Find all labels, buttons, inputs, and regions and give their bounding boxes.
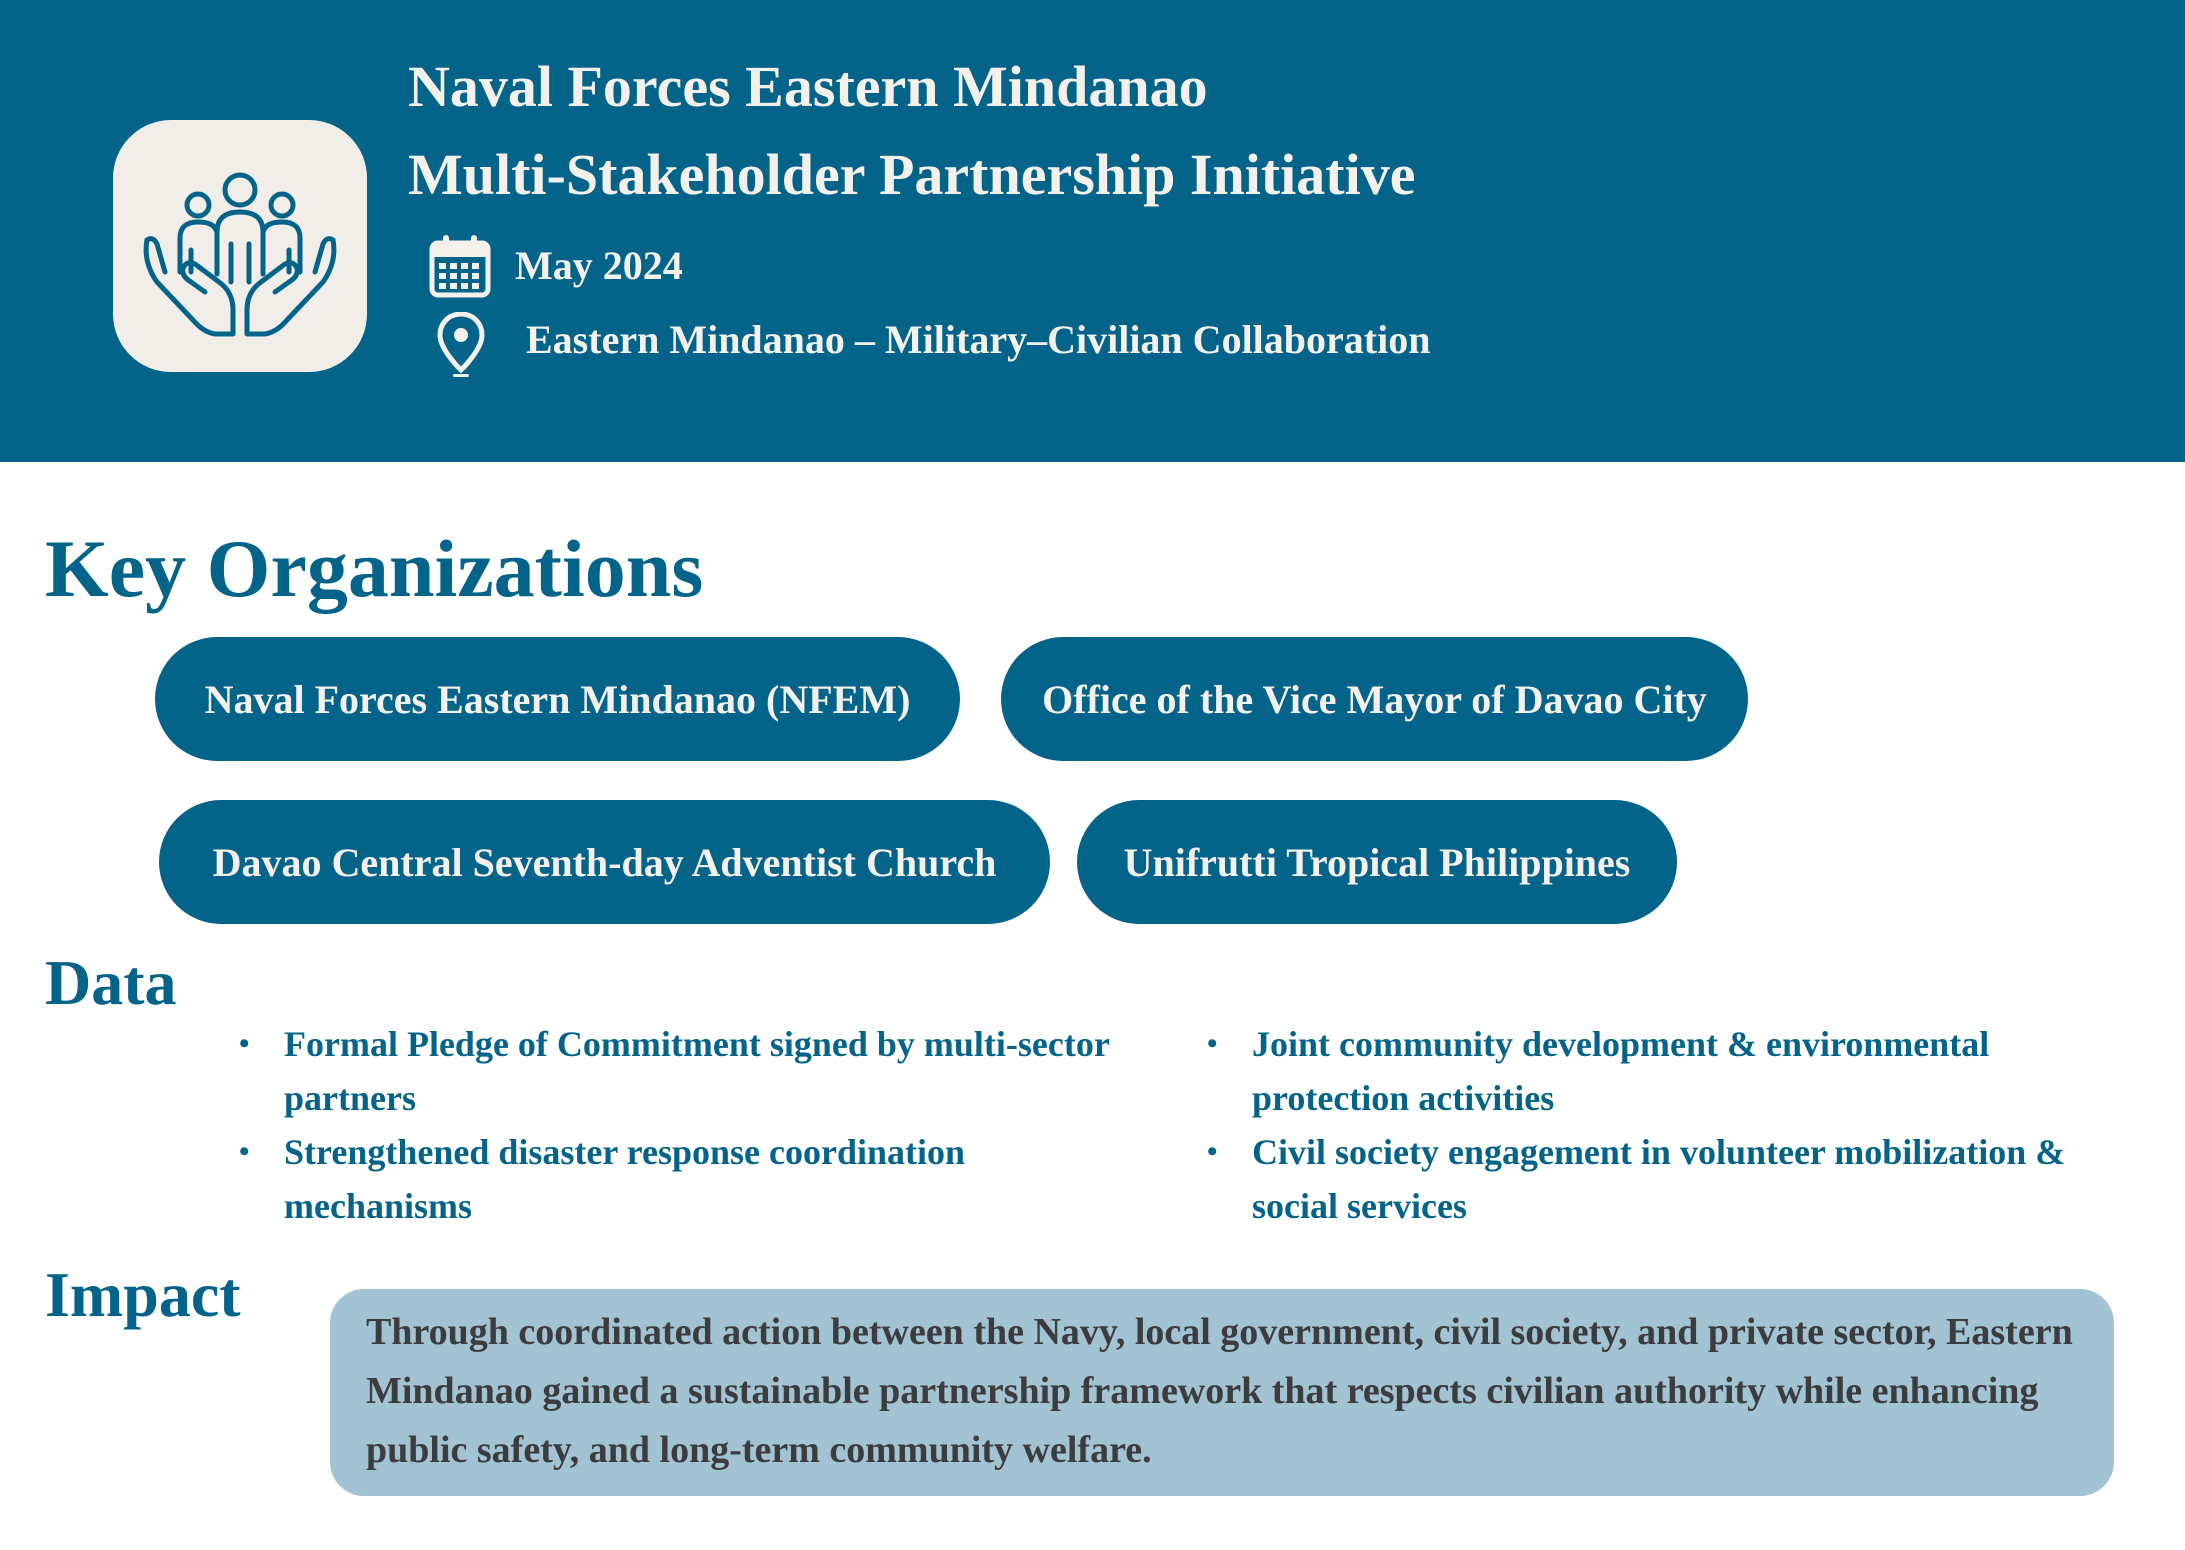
org-pill-adventist-church: Davao Central Seventh-day Adventist Church	[159, 800, 1050, 924]
list-item: • Strengthened disaster response coordination mechanisms	[284, 1125, 1144, 1233]
data-list-left	[239, 1017, 1144, 1233]
org-pill-nfem: Naval Forces Eastern Mindanao (NFEM)	[155, 637, 960, 761]
bullet-dot: •	[239, 1135, 250, 1168]
org-pill-vice-mayor: Office of the Vice Mayor of Davao City	[1001, 637, 1748, 761]
list-item: • Civil society engagement in volunteer mobilization & social services	[1252, 1125, 2152, 1233]
bullet-dot: •	[1207, 1135, 1218, 1168]
calendar-icon	[428, 233, 492, 299]
title-line-2: Multi-Stakeholder Partnership Initiative	[408, 142, 1416, 207]
key-organizations-heading: Key Organizations	[45, 523, 704, 614]
map-pin-icon	[437, 312, 485, 378]
location-text: Eastern Mindanao – Military–Civilian Collaboration	[526, 317, 1431, 362]
bullet-dot: •	[239, 1027, 250, 1060]
impact-heading: Impact	[45, 1259, 241, 1330]
list-item: • Joint community development & environmental protection activities	[1252, 1017, 2152, 1125]
data-heading: Data	[45, 947, 177, 1018]
logo-tile	[113, 120, 367, 372]
bullet-dot: •	[1207, 1027, 1218, 1060]
list-item: • Formal Pledge of Commitment signed by multi-sector partners	[284, 1017, 1144, 1125]
header-banner	[0, 0, 2185, 462]
data-list-right	[1207, 1017, 2152, 1233]
title-line-1: Naval Forces Eastern Mindanao	[408, 54, 1208, 119]
impact-box	[330, 1289, 2114, 1496]
people-in-hands-icon	[135, 142, 345, 352]
org-pill-unifrutti: Unifrutti Tropical Philippines	[1077, 800, 1677, 924]
date-text: May 2024	[515, 243, 683, 288]
impact-text: Through coordinated action between the Navy, local government, civil society, and private sector, Eastern Mindanao gained a sustainable partnership framework that respects civilian authority while enhancing public safety, and long-term community welfare.	[366, 1311, 2073, 1471]
